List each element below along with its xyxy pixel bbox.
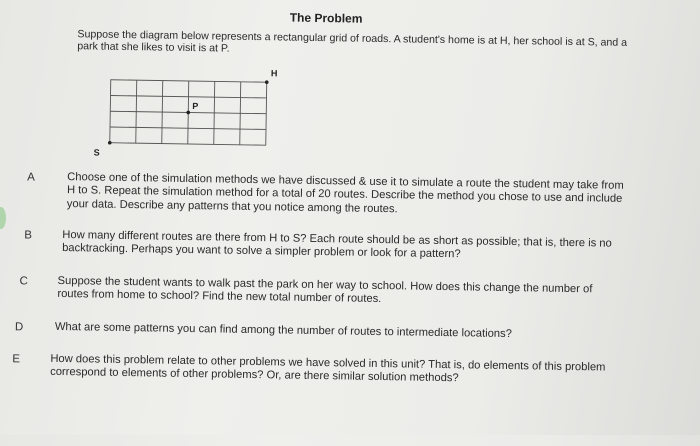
page-title: The Problem — [289, 10, 363, 26]
question-text: How does this problem relate to other problems we have solved in this unit? That is, do elements of this problem correspond to elements of other problems? Or, are there similar solution methods? — [50, 352, 606, 385]
school-point — [108, 141, 112, 145]
question-letter: A — [27, 171, 35, 184]
question-letter: E — [12, 353, 21, 366]
question-text: How many different routes are there from H to S? Each route should be as short as possible; that is, there is no backtracking. Perhaps you want to solve a simpler problem or look for a pattern? — [62, 229, 612, 261]
home-label: H — [270, 68, 278, 79]
intro-paragraph: Suppose the diagram below represents a rectangular grid of roads. A student's home is at H, her school is at S, and a park that she likes to visit is at P. — [77, 28, 628, 55]
question-letter: D — [14, 321, 24, 334]
park-point — [186, 111, 190, 115]
question-text: Suppose the student wants to walk past the park on her way to school. How does this change the number of routes from home to school? Find the new total number of routes. — [57, 274, 593, 306]
question-text: What are some patterns you can find among the number of routes to intermediate locations? — [54, 320, 512, 341]
home-point — [265, 80, 269, 84]
question-letter: B — [24, 229, 33, 242]
park-label: P — [192, 101, 199, 112]
question-text: Choose one of the simulation methods we have discussed & use it to simulate a route the student may take from H to S. Repeat the simulation method for a total of 20 routes. Describe the method you chose to use and include your data. Describe any patterns that you notice among the routes. — [66, 171, 624, 216]
question-letter: C — [19, 275, 28, 288]
school-label: S — [93, 147, 100, 158]
